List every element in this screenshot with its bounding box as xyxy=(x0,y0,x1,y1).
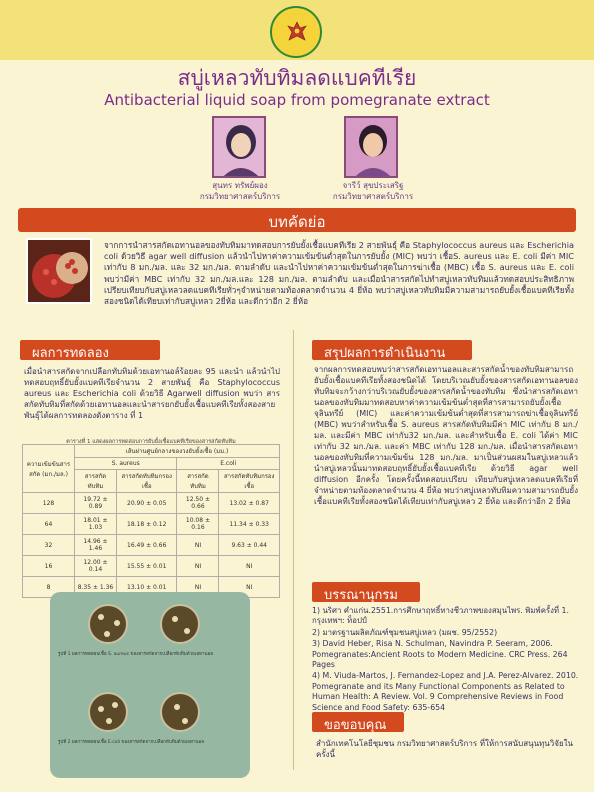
column-divider xyxy=(293,330,294,770)
inhibition-zone xyxy=(182,718,188,724)
cell-value: 10.08 ± 0.16 xyxy=(177,514,219,535)
header-e-coli: E.coli xyxy=(177,458,280,470)
title-thai: สบู่เหลวทับทิมลดแบคทีเรีย xyxy=(177,66,417,90)
figure-2-caption: รูปที่ 2 ผลการทดสอบเชื้อ E.coli ของสารสกัดจากเปลือกทับทิมด้วยเอทานอล xyxy=(58,740,205,745)
cell-value: NI xyxy=(219,556,280,577)
inhibition-zone xyxy=(114,620,120,626)
petri-dish-4 xyxy=(160,692,200,732)
header-extract: สารสกัดทับทิม xyxy=(75,470,117,493)
petri-dish-3 xyxy=(88,692,128,732)
pomegranate-photo xyxy=(26,238,92,304)
garuda-emblem-icon xyxy=(286,20,308,46)
cell-value: 20.90 ± 0.05 xyxy=(116,493,177,514)
petri-dish-photos xyxy=(50,592,250,778)
header-filtered-extract: สารสกัดทับทิมกรองเชื้อ xyxy=(219,470,280,493)
inhibition-zone xyxy=(112,702,118,708)
author-portrait-1 xyxy=(212,116,266,178)
author-name: สุนทร ทรัพย์ผอง xyxy=(212,181,268,190)
cell-value: 12.00 ± 0.14 xyxy=(75,556,117,577)
references-heading-bar xyxy=(312,582,420,602)
acknowledgement-heading: ขอขอบคุณ xyxy=(324,718,387,733)
acknowledgement-heading-bar xyxy=(312,712,404,732)
inhibition-zone xyxy=(184,628,190,634)
figure-1-caption: รูปที่ 1 ผลการทดสอบเชื้อ S. aureus ของสารสกัดจากเปลือกทับทิมด้วยเอทานอล xyxy=(58,652,214,657)
cell-concentration: 8 xyxy=(23,577,75,598)
table-row xyxy=(23,556,280,577)
results-table xyxy=(22,444,280,598)
cell-value: 18.01 ± 1.03 xyxy=(75,514,117,535)
list-item: 2) มาตรฐานผลิตภัณฑ์ชุมชนสบู่เหลว (มผช. 95/2552) xyxy=(312,627,498,637)
cell-concentration: 16 xyxy=(23,556,75,577)
header-s-aureus: S. aureus xyxy=(75,458,177,470)
dss-logo xyxy=(270,6,322,58)
inhibition-zone xyxy=(98,706,104,712)
acknowledgement-text: สำนักเทคโนโลยีชุมชน กรมวิทยาศาสตร์บริการ ที่ให้การสนับสนุนทุนวิจัยในครั้งนี้ xyxy=(316,739,574,759)
pomegranate-icon xyxy=(28,240,92,304)
reference-list xyxy=(312,606,580,714)
conclusion-heading: สรุปผลการดำเนินงาน xyxy=(324,346,446,361)
cell-value: 19.72 ± 0.89 xyxy=(75,493,117,514)
table-caption: ตารางที่ 1 แสดงผลการทดสอบการยับยั้งเชื้อแบคทีเรียของสารสกัดทับทิม xyxy=(66,439,236,445)
portrait-illustration-icon xyxy=(346,118,398,178)
table-row xyxy=(23,493,280,514)
cell-value: 16.49 ± 0.66 xyxy=(116,535,177,556)
cell-value: NI xyxy=(177,577,219,598)
cell-value: 11.34 ± 0.33 xyxy=(219,514,280,535)
author-1 xyxy=(188,180,292,202)
results-heading: ผลการทดลอง xyxy=(32,346,109,361)
cell-value: 8.35 ± 1.36 xyxy=(75,577,117,598)
cell-value: 15.55 ± 0.01 xyxy=(116,556,177,577)
inhibition-zone xyxy=(172,616,178,622)
author-portrait-2 xyxy=(344,116,398,178)
inhibition-zone xyxy=(106,718,112,724)
cell-concentration: 64 xyxy=(23,514,75,535)
results-text: เมื่อนำสารสกัดจากเปลือกทับทิมด้วยเอทานอล์ร้อยละ 95 และนำ แล้วนำไปทดสอบฤทธิ์ยับยั้งแบคทีเรียจำนวน 2 สายพันธุ์ คือ Staphylococcus aureus และ Escherichia coli ด้วยวิธี Agarwell diffusion พบว่า สารสกัดทับทิมที่สกัดด้วยเอทานอลและนำสารยกยับยั้งเชื้อแบคทีเรียทั้งสองสายพันธุ์ได้ผลการทดลองดังตาราง ที่ 1 xyxy=(24,367,280,420)
cell-concentration: 128 xyxy=(23,493,75,514)
author-name: จารีว์ สุขประเสริฐ xyxy=(342,181,404,190)
results-heading-bar xyxy=(20,340,160,360)
header-inhibition: เส้นผ่านศูนย์กลางของวงยับยั้งเชื้อ (มม.) xyxy=(75,445,280,458)
conclusion-heading-bar xyxy=(312,340,472,360)
title-english: Antibacterial liquid soap from pomegranate extract xyxy=(104,91,490,109)
cell-concentration: 32 xyxy=(23,535,75,556)
inhibition-zone xyxy=(174,704,180,710)
cell-value: 13.02 ± 0.87 xyxy=(219,493,280,514)
author-2 xyxy=(318,180,428,202)
abstract-banner xyxy=(18,208,576,232)
references-heading: บรรณานุกรม xyxy=(324,588,398,603)
inhibition-zone xyxy=(98,614,104,620)
table-row xyxy=(23,514,280,535)
inhibition-zone xyxy=(104,631,110,637)
portrait-illustration-icon xyxy=(214,118,266,178)
list-item: 4) M. Viuda-Martos, J. Fernandez-Lopez and J.A. Perez-Alvarez. 2010. Pomegranate and its Many Functional Components as Related to Human Health: A Review. Vol. 9 Comprehensive Reviews in Food Science and Food Safety: 635-654 xyxy=(312,671,579,712)
header-concentration: ความเข้มข้นสารสกัด (มก./มล.) xyxy=(23,445,75,493)
header-filtered-extract: สารสกัดทับทิมกรองเชื้อ xyxy=(116,470,177,493)
cell-value: NI xyxy=(177,556,219,577)
author-org: กรมวิทยาศาสตร์บริการ xyxy=(199,192,281,201)
petri-dish-2 xyxy=(160,604,200,644)
abstract-heading: บทคัดย่อ xyxy=(268,213,326,231)
conclusion-text: จากผลการทดสอบพบว่าสารสกัดเอทานอลและสารสกัดน้ำของทับทิมสามารถยับยั้งเชื้อแบคทีเรียทั้งสองชนิดได้ โดยบริเวณยับยั้งของสารสกัดเอทานอลของทับทิมจะกว้างกว่าบริเวณยับยั้งของสารสกัดน้ำของทับทิม ซึ่งนำสารสกัดเอทานอลของทับทิมมาทดสอบหาค่าความเข้มข้นต่ำสุดที่สารสามารถยับยั้งเชื้อจุลินทรีย์ (MIC) และค่าความเข้มข้นต่ำสุดที่สารสามารถฆ่าเชื้อจุลินทรีย์ (MBC) พบว่าสำหรับเชื้อ S. aureus สารสกัดทับทิมมีค่า MIC เท่ากับ 8 มก./มล. และมีค่า MBC เท่ากับ32 มก./มล. และสำหรับเชื้อ E. coli ได้ค่า MIC เท่ากับ 32 มก./มล. และค่า MBC เท่ากับ 128 มก./มล. เมื่อนำสารสกัดเอทานอลของทับทิมที่ความเข้มข้น 128 มก./มล. มาเป็นส่วนผสมในสบู่เหลวแล้วนำสบู่เหลวนั้นมาทดสอบฤทธิ์ยับยั้งเชื้อแบคทีเรีย ด้วยวิธี agar well diffusion อีกครั้ง โดยครั้งนี้ทดสอบเปรียบ เทียบกับสบู่เหลวลดแบคทีเรียที่จำหน่ายตามท้องตลาดจำนวน 4 ยี่ห้อ พบว่าสบู่เหลวทับทิมความสามารถยับยั้งเชื้อแบคทีเรียทั้งสองชนิดได้เทียบเท่ากับสบู่เหลว 2 ยี่ห้อ และดีกว่าอีก 2 ยี่ห้อ xyxy=(314,365,578,506)
author-org: กรมวิทยาศาสตร์บริการ xyxy=(332,192,414,201)
cell-value: NI xyxy=(219,577,280,598)
petri-dish-1 xyxy=(88,604,128,644)
abstract-text: จากการนำสารสกัดเอทานอลของทับทิมมาทดสอบการยับยั้งเชื้อแบคทีเรีย 2 สายพันธุ์ คือ Staphylococcus aureus และ Escherichia coli ด้วยวิธี agar well diffusion แล้วนำไปหาค่าความเข้มข้นต่ำสุดในการยับยั้ง (MIC) พบว่า เชื้อS. aureus และ E. coli มีค่า MIC เท่ากับ 8 มก./มล. และ 32 มก./มล. ตามลำดับ และนำไปหาค่าความเข้มข้นต่ำสุดในการฆ่าเชื้อ (MBC) เชื้อ S. aureus และ E. coli พบว่ามีค่า MBC เท่ากับ 32 มก./มล.และ 128 มก./มล. ตามลำดับ และเมื่อนำสารสกัดไปทำสบู่เหลวทับทิมแล้วทดสอบประสิทธิภาพเปรียบเทียบกับสบู่เหลวลดแบคทีเรียทั่วๆจำหน่ายตามท้องตลาดจำนวน 4 ยี่ห้อ พบว่าสบู่เหลวทับทิมมีความสามารถยับยั้งเชื้อแบคทีเรียทั้งสองชนิดได้เทียบเท่ากับสบู่เหลว 2ยี่ห้อ และดีกว่าอีก 2 ยี่ห้อ xyxy=(104,240,574,307)
list-item: 1) นริศา คำแก่น.2551.การศึกษาฤทธิ์ทางชีวภาพของสมุนไพร. พิมพ์ครั้งที่ 1. กรุงเทพฯ: ท็อปป์ xyxy=(312,606,569,626)
list-item: 3) David Heber, Risa N. Schulman, Navindra P. Seeram, 2006. Pomegranates:Ancient Roots to Modern Medicine. CRC Press. 264 Pages xyxy=(312,639,568,670)
table-row xyxy=(23,535,280,556)
cell-value: 13.10 ± 0.01 xyxy=(116,577,177,598)
header-extract: สารสกัดทับทิม xyxy=(177,470,219,493)
cell-value: 14.96 ± 1.46 xyxy=(75,535,117,556)
cell-value: 9.63 ± 0.44 xyxy=(219,535,280,556)
cell-value: 18.18 ± 0.12 xyxy=(116,514,177,535)
cell-value: NI xyxy=(177,535,219,556)
cell-value: 12.50 ± 0.66 xyxy=(177,493,219,514)
